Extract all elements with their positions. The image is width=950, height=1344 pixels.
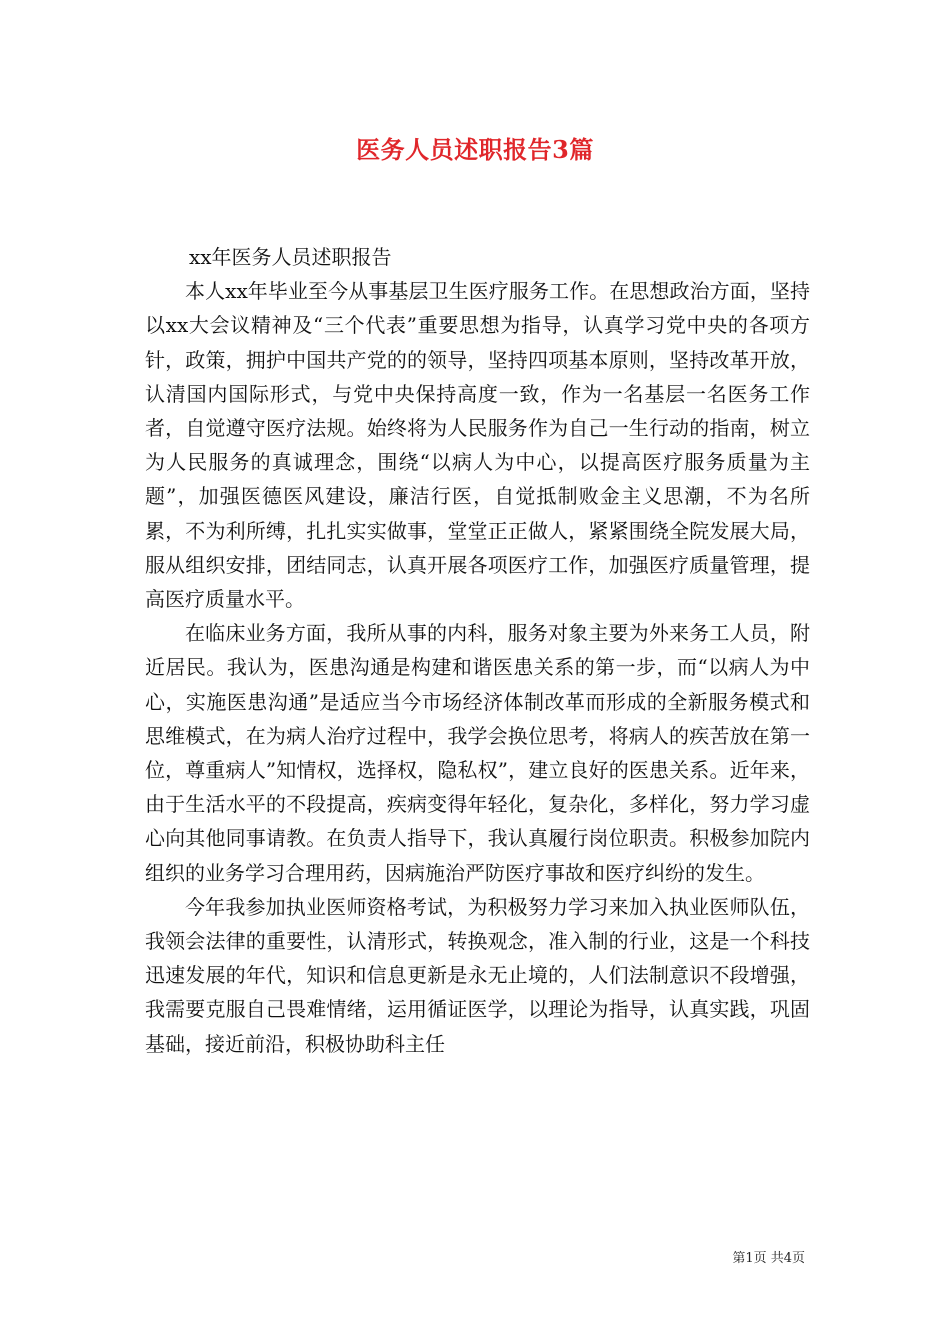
section-heading: xx年医务人员述职报告 [189, 245, 392, 269]
document-body [145, 240, 810, 1061]
document-title: 医务人员述职报告3篇 [356, 135, 594, 164]
paragraph-2: 在临床业务方面，我所从事的内科，服务对象主要为外来务工人员，附近居民。我认为，医患沟通是构建和谐医患关系的第一步，而“以病人为中心，实施医患沟通”是适应当今市场经济体制改革而形成的全新服务模式和思维模式，在为病人治疗过程中，我学会换位思考，将病人的疾苦放在第一位，尊重病人”知情权，选择权，隐私权”，建立良好的医患关系。近年来，由于生活水平的不段提高，疾病变得年轻化，复杂化，多样化，努力学习虚心向其他同事请教。在负责人指导下，我认真履行岗位职责。积极参加院内组织的业务学习合理用药，因病施治严防医疗事故和医疗纠纷的发生。 [145, 621, 810, 885]
page-number-footer: 第1页 共4页 [732, 1251, 805, 1266]
paragraph-3: 今年我参加执业医师资格考试，为积极努力学习来加入执业医师队伍，我领会法律的重要性，认清形式，转换观念，准入制的行业，这是一个科技迅速发展的年代，知识和信息更新是永无止境的，人们法制意识不段增强，我需要克服自己畏难情绪，运用循证医学，以理论为指导，认真实践，巩固基础，接近前沿，积极协助科主任 [145, 894, 810, 1056]
paragraph-1: 本人xx年毕业至今从事基层卫生医疗服务工作。在思想政治方面，坚持以xx大会议精神及“三个代表”重要思想为指导，认真学习党中央的各项方针，政策，拥护中国共产党的的领导，坚持四项基本原则，坚持改革开放，认清国内国际形式，与党中央保持高度一致，作为一名基层一名医务工作者，自觉遵守医疗法规。始终将为人民服务作为自己一生行动的指南，树立为人民服务的真诚理念，围绕“以病人为中心，以提高医疗服务质量为主题”，加强医德医风建设，廉洁行医，自觉抵制败金主义思潮，不为名所累，不为利所缚，扎扎实实做事，堂堂正正做人，紧紧围绕全院发展大局，服从组织安排，团结同志，认真开展各项医疗工作，加强医疗质量管理，提高医疗质量水平。 [145, 279, 810, 612]
